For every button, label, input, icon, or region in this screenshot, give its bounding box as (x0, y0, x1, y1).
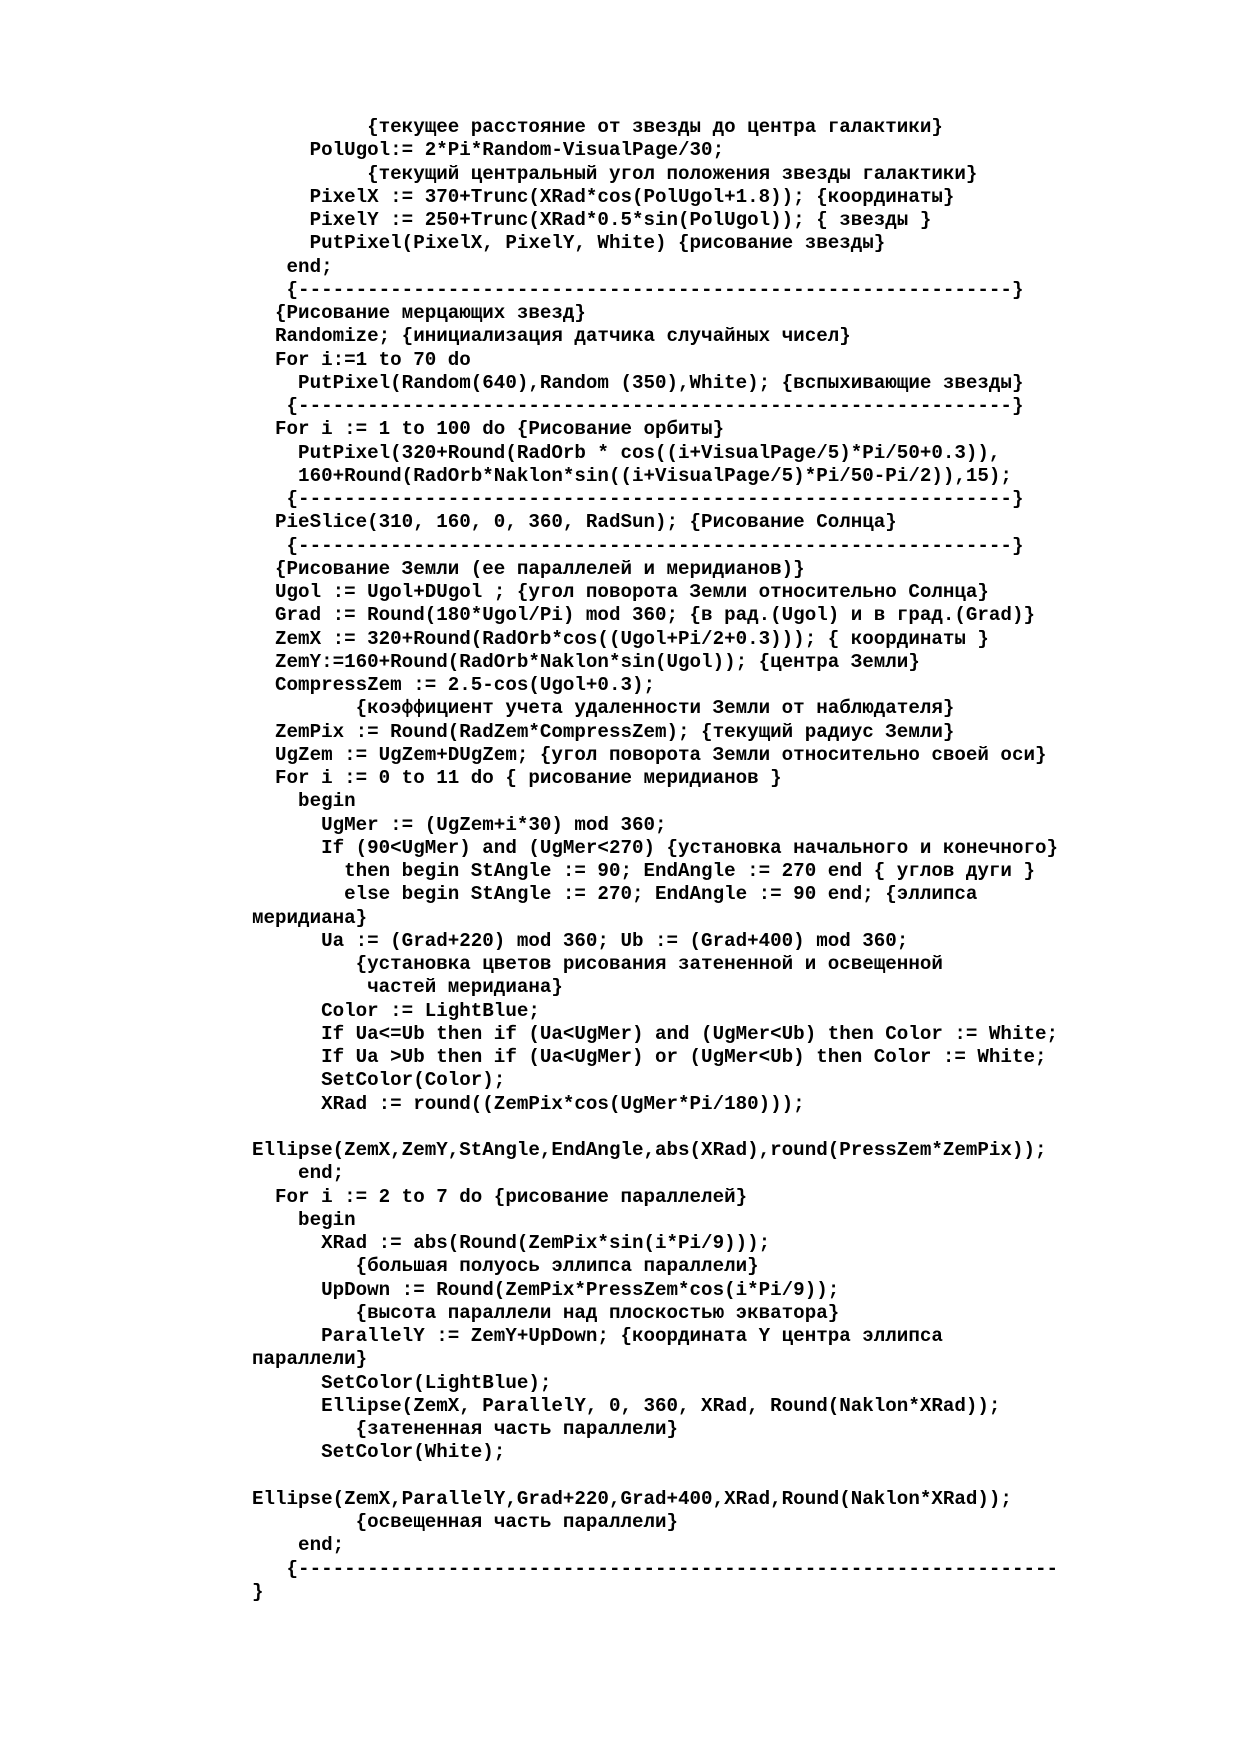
code-line: {текущий центральный угол положения звезды галактики} (252, 162, 978, 185)
code-line: Randomize; {инициализация датчика случайных чисел} (252, 325, 851, 348)
code-line: UpDown := Round(ZemPix*PressZem*cos(i*Pi/9)); (252, 1278, 840, 1301)
code-line: {Рисование Земли (ее параллелей и меридианов)} (252, 557, 805, 580)
code-line: For i:=1 to 70 do (252, 348, 471, 371)
code-line (252, 1116, 1058, 1139)
code-line: If Ua >Ub then if (Ua<UgMer) or (UgMer<Ub) then Color := White; (252, 1046, 1047, 1068)
code-line: Grad := Round(180*Ugol/Pi) mod 360; {в рад.(Ugol) и в град.(Grad)} (252, 604, 1035, 627)
code-line: XRad := round((ZemPix*cos(UgMer*Pi/180))); (252, 1092, 805, 1115)
code-line: {--------------------------------------------------------------} (252, 278, 1024, 301)
code-line: {Рисование мерцающих звезд} (252, 302, 586, 324)
code-line: Ellipse(ZemX,ParallelY,Grad+220,Grad+400,XRad,Round(Naklon*XRad)); (252, 1487, 1012, 1510)
code-line: else begin StAngle := 270; EndAngle := 90 end; {эллипса (252, 883, 978, 906)
code-line: {коэффициент учета удаленности Земли от наблюдателя} (252, 697, 955, 720)
code-line: If (90<UgMer) and (UgMer<270) {установка начального и конечного} (252, 836, 1059, 859)
code-line: UgMer := (UgZem+i*30) mod 360; (252, 813, 667, 836)
code-line: ZemY:=160+Round(RadOrb*Naklon*sin(Ugol)); {центра Земли} (252, 650, 920, 673)
code-line: SetColor(Color); (252, 1069, 506, 1092)
code-line: PutPixel(PixelX, PixelY, White) {рисование звезды} (252, 232, 886, 255)
code-line: end; (252, 255, 333, 278)
code-line: For i := 0 to 11 do { рисование меридианов } (252, 767, 782, 789)
code-line: XRad := abs(Round(ZemPix*sin(i*Pi/9))); (252, 1232, 771, 1254)
code-line: {установка цветов рисования затененной и освещенной (252, 953, 943, 975)
code-line: SetColor(LightBlue); (252, 1371, 552, 1394)
code-listing (252, 116, 1058, 1604)
code-line: {--------------------------------------------------------------} (252, 534, 1024, 557)
code-line: {--------------------------------------------------------------} (252, 488, 1024, 510)
code-line: PutPixel(320+Round(RadOrb * cos((i+VisualPage/5)*Pi/50+0.3)), (252, 441, 1001, 464)
code-line: 160+Round(RadOrb*Naklon*sin((i+VisualPage/5)*Pi/50-Pi/2)),15); (252, 464, 1012, 487)
code-line: end; (252, 1162, 345, 1185)
code-line: меридиана} (252, 906, 368, 929)
code-line: ParallelY := ZemY+UpDown; {координата Y центра эллипса (252, 1325, 943, 1347)
code-line: {------------------------------------------------------------------ (252, 1557, 1059, 1580)
code-line: } (252, 1580, 264, 1603)
code-line: For i := 1 to 100 do {Рисование орбиты} (252, 418, 725, 441)
code-line: SetColor(White); (252, 1441, 506, 1464)
code-line: ZemPix := Round(RadZem*CompressZem); {текущий радиус Земли} (252, 720, 955, 743)
code-line: PolUgol:= 2*Pi*Random-VisualPage/30; (252, 139, 725, 162)
code-line: end; (252, 1534, 345, 1557)
code-line: ZemX := 320+Round(RadOrb*cos((Ugol+Pi/2+0.3))); { координаты } (252, 627, 989, 650)
code-line: Color := LightBlue; (252, 999, 540, 1022)
code-line: Ellipse(ZemX,ZemY,StAngle,EndAngle,abs(XRad),round(PressZem*ZemPix)); (252, 1139, 1047, 1161)
code-line: {--------------------------------------------------------------} (252, 395, 1024, 417)
code-line: If Ua<=Ub then if (Ua<UgMer) and (UgMer<Ub) then Color := White; (252, 1022, 1059, 1045)
code-line: begin (252, 790, 356, 813)
code-line (252, 1465, 1058, 1488)
code-line: {текущее расстояние от звезды до центра галактики} (252, 116, 943, 138)
code-line: PixelX := 370+Trunc(XRad*cos(PolUgol+1.8)); {координаты} (252, 185, 955, 208)
code-line: PixelY := 250+Trunc(XRad*0.5*sin(PolUgol)); { звезды } (252, 209, 932, 231)
code-line: параллели} (252, 1348, 368, 1371)
code-line: PutPixel(Random(640),Random (350),White); {вспыхивающие звезды} (252, 371, 1024, 394)
code-line: частей меридиана} (252, 976, 563, 999)
code-line: then begin StAngle := 90; EndAngle := 270 end { углов дуги } (252, 860, 1035, 882)
code-line: PieSlice(310, 160, 0, 360, RadSun); {Рисование Солнца} (252, 511, 897, 534)
code-line: Ellipse(ZemX, ParallelY, 0, 360, XRad, Round(Naklon*XRad)); (252, 1394, 1001, 1417)
code-line: {высота параллели над плоскостью экватора} (252, 1301, 840, 1324)
code-line: Ua := (Grad+220) mod 360; Ub := (Grad+400) mod 360; (252, 929, 909, 952)
code-line: Ugol := Ugol+DUgol ; {угол поворота Земли относительно Солнца} (252, 581, 989, 603)
code-line: begin (252, 1208, 356, 1231)
code-line: For i := 2 to 7 do {рисование параллелей} (252, 1185, 748, 1208)
code-line: {освещенная часть параллели} (252, 1511, 679, 1533)
code-line: {затененная часть параллели} (252, 1418, 679, 1440)
code-line: CompressZem := 2.5-cos(Ugol+0.3); (252, 674, 656, 696)
code-line: UgZem := UgZem+DUgZem; {угол поворота Земли относительно своей оси} (252, 743, 1047, 766)
code-line: {большая полуось эллипса параллели} (252, 1255, 759, 1278)
